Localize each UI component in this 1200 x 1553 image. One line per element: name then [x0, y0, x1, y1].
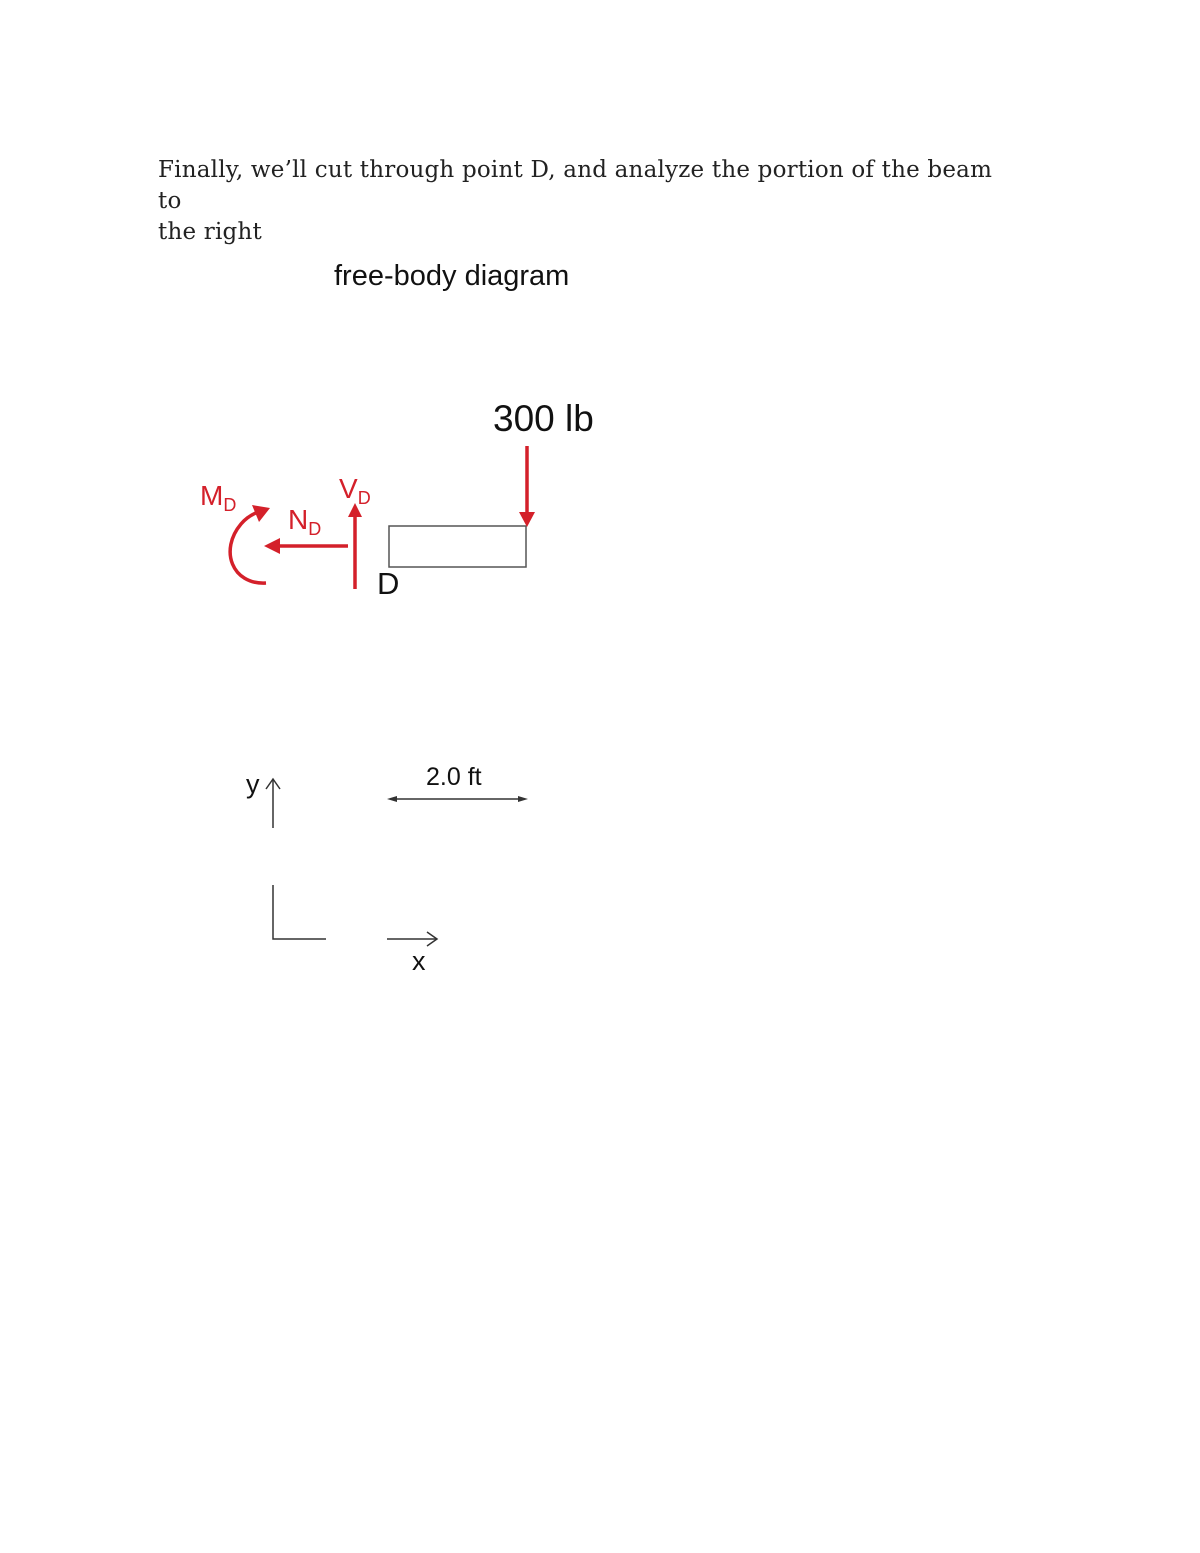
diagram-title: free-body diagram	[334, 260, 570, 292]
normal-label: $N_D$	[288, 504, 322, 539]
intro-line-2: the right	[158, 219, 262, 245]
axis-x-label: x	[412, 946, 426, 976]
axis-x-arrow	[387, 932, 437, 946]
axis-y-label: y	[246, 769, 260, 799]
point-label: D	[377, 566, 400, 601]
dimension-label: 2.0 ft	[426, 763, 482, 791]
intro-line-1: Finally, we’ll cut through point D, and analyze the portion of the beam to	[158, 157, 993, 214]
dimension-line	[387, 796, 528, 802]
moment-arrow	[230, 505, 270, 583]
normal-arrow	[264, 538, 348, 554]
moment-label: $M_D$	[200, 480, 237, 515]
axis-corner	[273, 885, 326, 939]
load-arrow	[519, 446, 535, 527]
load-label: 300 lb	[493, 398, 594, 439]
axis-y-arrow	[266, 779, 280, 828]
shear-label: $V_D$	[339, 473, 371, 508]
shear-arrow	[348, 503, 362, 589]
beam-segment	[389, 526, 526, 567]
